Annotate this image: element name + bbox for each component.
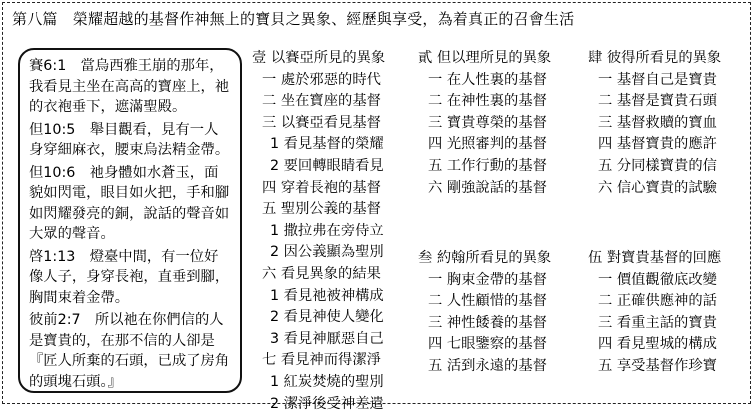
outline-subpoint: 1 看見基督的榮耀 xyxy=(252,134,385,156)
outline-point: 五 工作行動的基督 xyxy=(418,156,551,178)
outline-point: 二 在神性裏的基督 xyxy=(418,91,551,113)
verse-daniel-10-5: 但10:5 舉目觀看，見有一人身穿細麻衣，腰束烏法精金帶。 xyxy=(29,120,232,161)
outline-point: 四 光照審判的基督 xyxy=(418,134,551,156)
outline-section-5 xyxy=(588,248,721,378)
outline-point: 四 七眼鑒察的基督 xyxy=(418,334,551,356)
outline-point: 二 人性顧惜的基督 xyxy=(418,291,551,313)
outline-section-1 xyxy=(252,48,385,415)
outline-heading: 肆 彼得所看見的異象 xyxy=(588,48,721,70)
outline-subpoint: 2 因公義顯為聖別 xyxy=(252,242,385,264)
outline-point: 三 基督救贖的寶血 xyxy=(588,113,721,135)
outline-point: 三 寶貴尊榮的基督 xyxy=(418,113,551,135)
outline-point: 二 正確供應神的話 xyxy=(588,291,721,313)
verse-isaiah-6-1: 賽6:1 當烏西雅王崩的那年，我看見主坐在高高的寶座上，祂的衣袍垂下，遮滿聖殿。 xyxy=(29,56,232,118)
outline-subpoint: 2 要回轉眼睛看見 xyxy=(252,156,385,178)
outline-point: 一 胸束金帶的基督 xyxy=(418,270,551,292)
outline-point: 五 活到永遠的基督 xyxy=(418,356,551,378)
outline-point: 三 神性餧養的基督 xyxy=(418,313,551,335)
outline-point: 五 聖別公義的基督 xyxy=(252,199,385,221)
outline-point: 一 價值觀徹底改變 xyxy=(588,270,721,292)
outline-subpoint: 2 看見神使人變化 xyxy=(252,307,385,329)
outline-point: 六 信心寶貴的試驗 xyxy=(588,178,721,200)
outline-point: 四 基督寶貴的應許 xyxy=(588,134,721,156)
outline-section-3 xyxy=(418,248,551,378)
verse-1peter-2-7: 彼前2:7 所以祂在你們信的人是寶貴的，在那不信的人卻是『匠人所棄的石頭，已成了房角的頭塊石頭。』 xyxy=(29,310,232,392)
outline-subpoint: 3 看見神厭惡自己 xyxy=(252,329,385,351)
outline-point: 三 看重主話的寶貴 xyxy=(588,313,721,335)
outline-point: 四 穿着長袍的基督 xyxy=(252,178,385,200)
outline-section-2 xyxy=(418,48,551,199)
outline-point: 三 以賽亞看見基督 xyxy=(252,113,385,135)
outline-point: 一 處於邪惡的時代 xyxy=(252,70,385,92)
outline-point: 一 在人性裏的基督 xyxy=(418,70,551,92)
outline-point: 四 看見聖城的構成 xyxy=(588,334,721,356)
page-title: 第八篇 榮耀超越的基督作神無上的寶貝之異象、經歷與享受，為着真正的召會生活 xyxy=(12,8,574,29)
outline-point: 二 坐在寶座的基督 xyxy=(252,91,385,113)
outline-subpoint: 2 潔淨後受神差遣 xyxy=(252,394,385,415)
outline-point: 六 看見異象的結果 xyxy=(252,264,385,286)
outline-subpoint: 1 撒拉弗在旁侍立 xyxy=(252,221,385,243)
verse-revelation-1-13: 啓1:13 燈臺中間，有一位好像人子，身穿長袍，直垂到腳，胸間束着金帶。 xyxy=(29,247,232,309)
outline-point: 一 基督自己是寶貴 xyxy=(588,70,721,92)
outline-point: 二 基督是寶貴石頭 xyxy=(588,91,721,113)
outline-point: 六 剛強說話的基督 xyxy=(418,178,551,200)
outline-subpoint: 1 看見祂被神構成 xyxy=(252,286,385,308)
outline-subpoint: 1 紅炭焚燒的聖別 xyxy=(252,372,385,394)
outline-section-4 xyxy=(588,48,721,199)
outline-point: 七 看見神而得潔淨 xyxy=(252,350,385,372)
outline-point: 五 享受基督作珍寶 xyxy=(588,356,721,378)
outline-heading: 壹 以賽亞所見的異象 xyxy=(252,48,385,70)
outline-heading: 叁 約翰所看見的異象 xyxy=(418,248,551,270)
verse-daniel-10-6: 但10:6 祂身體如水蒼玉，面貌如閃電，眼目如火把，手和腳如閃耀發亮的銅，說話的聲音如大眾的聲音。 xyxy=(29,163,232,245)
outline-heading: 伍 對寶貴基督的回應 xyxy=(588,248,721,270)
verse-box xyxy=(18,48,242,393)
outline-heading: 貳 但以理所見的異象 xyxy=(418,48,551,70)
outline-point: 五 分同樣寶貴的信 xyxy=(588,156,721,178)
